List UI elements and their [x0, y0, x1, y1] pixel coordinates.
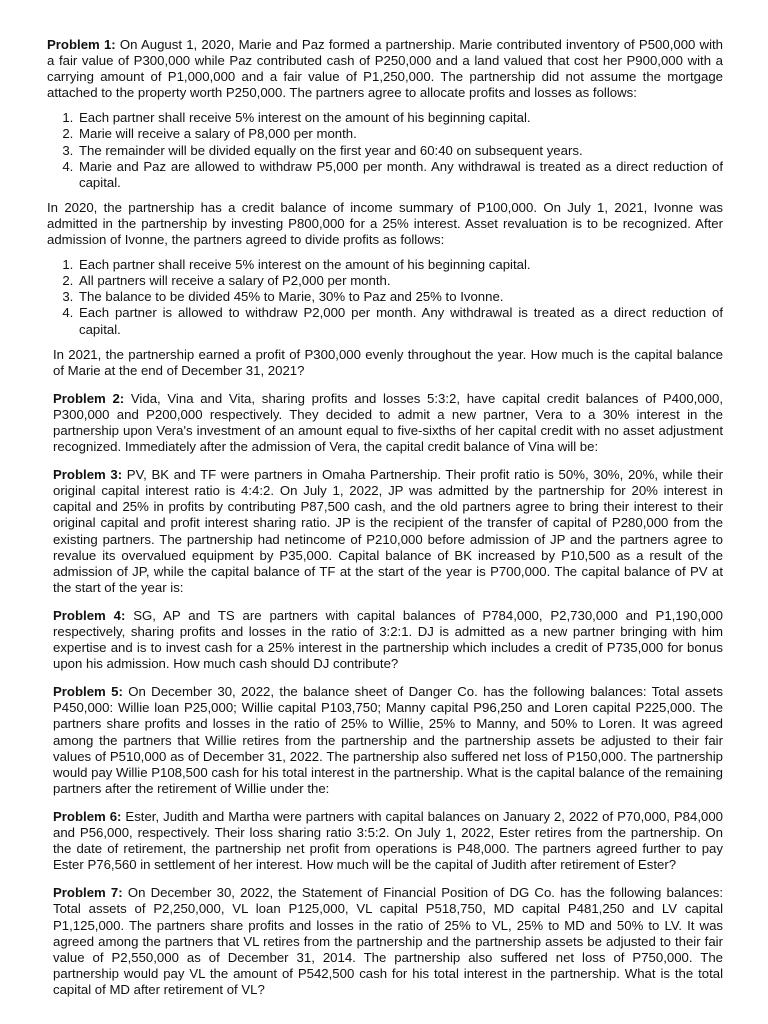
problem-5-text: On December 30, 2022, the balance sheet of Danger Co. has the following balances: Total assets P450,000: Willie loan P25,000; Willie capital P103,750; Manny capital P96,250 and Loren capital P225,000. The partners share profits and losses in the ratio of 25% to Willie, 25% to Manny, and 50% to Loren. It was agreed among the partners that Willie retires from the partnership and the partnership assets be adjusted to their fair values of P510,000 as of December 31, 2022. The partnership also suffered net loss of P150,000. The partnership would pay Willie P108,500 cash for his total interest in the partnership. What is the capital balance of the remaining partners after the retirement of Willie under the: [53, 684, 723, 796]
list-item: 1. Each partner shall receive 5% interest on the amount of his beginning capital. [77, 110, 723, 126]
list-item: 2. All partners will receive a salary of P2,000 per month. [77, 273, 723, 289]
problem-3-label: Problem 3: [53, 467, 123, 483]
problem-4-label: Problem 4: [53, 607, 126, 623]
problem-1-middle-text: In 2020, the partnership has a credit balance of income summary of P100,000. On July 1, 2021, Ivonne was admitted in the partnership by investing P800,000 for a 25% interest. Asset revaluation is to be recognized. After admission of Ivonne, the partners agreed to divide profits as follows: [47, 199, 723, 248]
problem-3-text: PV, BK and TF were partners in Omaha Partnership. Their profit ratio is 50%, 30%, 20%, while their original capital interest ratio is 4:4:2. On July 1, 2022, JP was admitted by the partnership for 20% interest in capital and 25% in profits by contributing P87,500 cash, and the old partners agree to bring their interest to their original capital and profit interest sharing ratio. JP is the recipient of the transfer of capital of P280,000 from the existing partners. The partnership had netincome of P210,000 before admission of JP and the partners agree to revalue its overvalued equipment by P35,000. Capital balance of BK increased by P10,500 as a result of the admission of JP, while the capital balance of TF at the start of the year is P700,000. The capital balance of PV at the start of the year is: [53, 467, 724, 595]
list-item: 2. Marie will receive a salary of P8,000 per month. [77, 126, 723, 142]
problem-7 [47, 885, 723, 998]
problem-3 [47, 467, 723, 596]
problem-7-text: On December 30, 2022, the Statement of Financial Position of DG Co. has the following balances: Total assets of P2,250,000, VL loan P125,000, VL capital P518,750, MD capital P481,250 and LV capital P1,125,000. The partners share profits and losses in the ratio of 25% to VL, 25% to MD and 50% to LV. It was agreed among the partners that VL retires from the partnership and the partnership assets be adjusted to their fair value of P2,550,000 as of December 31, 2014. The partnership also suffered net loss of P750,000. The partnership would pay VL the amount of P542,500 cash for his total interest in the partnership. What is the total capital of MD after retirement of VL? [53, 885, 724, 997]
problem-5-label: Problem 5: [53, 684, 123, 700]
list-item: 4. Marie and Paz are allowed to withdraw P5,000 per month. Any withdrawal is treated as a direct reduction of capital. [77, 159, 723, 191]
problem-1-question: In 2021, the partnership earned a profit of P300,000 evenly throughout the year. How much is the capital balance of Marie at the end of December 31, 2021? [53, 346, 723, 378]
problem-1-intro-text: On August 1, 2020, Marie and Paz formed a partnership. Marie contributed inventory of P500,000 with a fair value of P300,000 while Paz contributed cash of P250,000 and a land valued that cost her P900,000 with a carrying amount of P1,000,000 and a fair value of P1,250,000. The partnership did not assume the mortgage attached to the property worth P250,000. The partners agree to allocate profits and losses as follows: [47, 37, 724, 101]
problem-2-label: Problem 2: [53, 390, 125, 406]
problem-1-new-allocation-list [47, 257, 723, 337]
problem-1-allocation-list [47, 110, 723, 190]
document-page [47, 37, 723, 998]
problem-1-intro [47, 37, 723, 101]
problem-4 [47, 608, 723, 672]
problem-6-text: Ester, Judith and Martha were partners with capital balances on January 2, 2022 of P70,000, P84,000 and P56,000, respectively. Their loss sharing ratio 3:5:2. On July 1, 2022, Ester retires from the partnership. On the date of retirement, the partnership net profit from operations is P48,000. The partners agreed further to pay Ester P76,560 in settlement of her interest. How much will be the capital of Judith after retirement of Ester? [53, 808, 723, 873]
problem-2 [47, 391, 723, 455]
problem-7-label: Problem 7: [53, 885, 123, 901]
list-item: 1. Each partner shall receive 5% interest on the amount of his beginning capital. [77, 257, 723, 273]
problem-1-label: Problem 1: [47, 37, 116, 52]
problem-2-text: Vida, Vina and Vita, sharing profits and losses 5:3:2, have capital credit balances of P400,000, P300,000 and P200,000 respectively. They decided to admit a new partner, Vera to a 30% interest in the partnership upon Vera's investment of an amount equal to five-sixths of her capital credit with no asset adjustment recognized. Immediately after the admission of Vera, the capital credit balance of Vina will be: [53, 390, 724, 455]
problem-5 [47, 684, 723, 797]
problem-6-label: Problem 6: [53, 808, 122, 824]
list-item: 4. Each partner is allowed to withdraw P2,000 per month. Any withdrawal is treated as a direct reduction of capital. [77, 305, 723, 337]
problem-4-text: SG, AP and TS are partners with capital balances of P784,000, P2,730,000 and P1,190,000 respectively, sharing profits and losses in the ratio of 3:2:1. DJ is admitted as a new partner bringing with him expertise and is to invest cash for a 25% interest in the partnership which includes a credit of P735,000 for bonus upon his admission. How much cash should DJ contribute? [53, 607, 724, 672]
list-item: 3. The balance to be divided 45% to Marie, 30% to Paz and 25% to Ivonne. [77, 289, 723, 305]
problem-6 [47, 809, 723, 873]
list-item: 3. The remainder will be divided equally on the first year and 60:40 on subsequent years. [77, 143, 723, 159]
